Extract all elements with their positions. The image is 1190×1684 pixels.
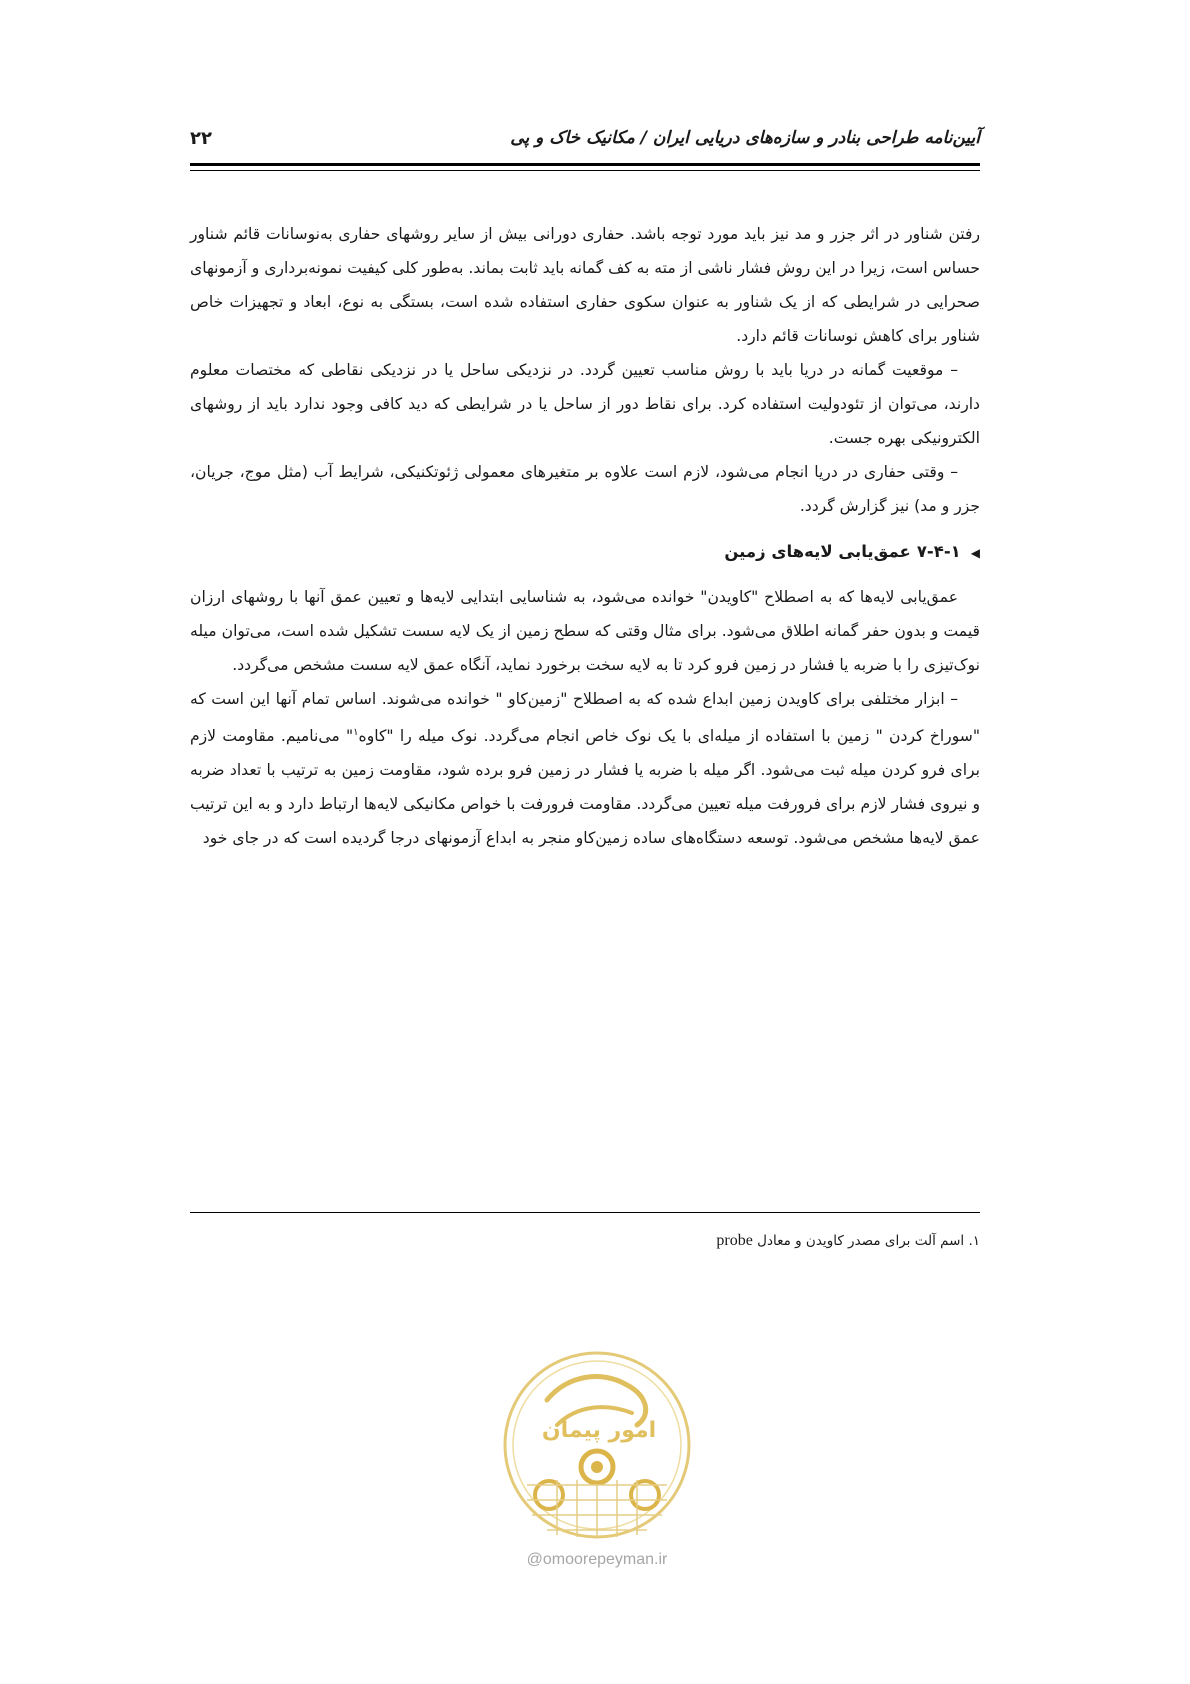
paragraph: – موقعیت گمانه در دریا باید با روش مناسب تعیین گردد. در نزدیکی ساحل یا در نزدیکی نقاطی که مختصات معلوم دارند، می‌توان از تئودولیت استفاده کرد. برای نقاط دور از ساحل یا در شرایطی که دید کافی وجود ندارد باید از روشهای الکترونیکی بهره جست. <box>190 361 980 447</box>
section-number: ۷-۴-۱ <box>916 542 961 561</box>
watermark-caption: @omoorepeyman.ir <box>526 1551 668 1568</box>
section-heading <box>190 535 980 570</box>
paragraph: عمق‌یابی لایه‌ها که به اصطلاح "کاویدن" خوانده می‌شود، به شناسایی ابتدایی لایه‌ها و تعیین عمق آنها با روشهای ارزان قیمت و بدون حفر گمانه اطلاق می‌شود. برای مثال وقتی که سطح زمین از یک لایه سست تشکیل شده است، می‌توان میله نوک‌تیزی را با ضربه یا فشار در زمین فرو کرد تا به لایه سخت برخورد نماید، آنگاه عمق لایه سست مشخص می‌گردد. <box>190 588 980 674</box>
paragraph-text: " می‌نامیم. مقاومت لازم برای فرو کردن میله ثبت می‌شود. اگر میله با ضربه یا فشار در زمین فرو برده شود، مقاومت زمین به ترتیب با تعداد ضربه و نیروی فشار لازم برای فرورفت میله تعیین می‌گردد. مقاومت فرورفت با خواص مکانیکی لایه‌ها ارتباط دارد و به این ترتیب عمق لایه‌ها مشخص می‌شود. توسعه دستگاه‌های ساده زمین‌کاو منجر به ابداع آزمونهای درجا گردیده است که در جای خود <box>190 727 980 848</box>
seal-icon <box>487 1345 707 1550</box>
paragraph: – وقتی حفاری در دریا انجام می‌شود، لازم است علاوه بر متغیرهای معمولی ژئوتکنیکی، شرایط آب (مثل موج، جریان، جزر و مد) نیز گزارش گردد. <box>190 463 980 515</box>
page-number: ۲۲ <box>190 128 212 149</box>
header-rule-thin <box>190 170 980 171</box>
footnote <box>716 1232 980 1250</box>
header-rule-thick <box>190 163 980 166</box>
paragraph: رفتن شناور در اثر جزر و مد نیز باید مورد توجه باشد. حفاری دورانی بیش از سایر روشهای حفاری به‌نوسانات قائم شناور حساس است، زیرا در این روش فشار ناشی از مته به کف گمانه باید ثابت بماند. به‌طور کلی کیفیت نمونه‌برداری و آزمونهای صحرایی در شرایطی که از یک شناور به عنوان سکوی حفاری استفاده شده است، بستگی به نوع، ابعاد و تجهیزات خاص شناور برای کاهش نوسانات قائم دارد. <box>190 225 980 345</box>
triangle-bullet-icon: ◀ <box>970 546 980 560</box>
body-text <box>190 217 980 855</box>
running-title: آیین‌نامه طراحی بنادر و سازه‌های دریایی ایران / مکانیک خاک و پی <box>510 128 980 148</box>
footnote-latin-term: probe <box>716 1232 753 1249</box>
paragraph-text: – ابزار مختلفی برای کاویدن زمین ابداع شده که به اصطلاح "زمین‌کاو " خوانده می‌شوند. اساس تمام آنها این است که "سوراخ کردن " زمین با استفاده از میله‌ای با یک نوک خاص انجام می‌گردد. نوک میله را "کاوه <box>190 690 980 746</box>
watermark-logo <box>487 1345 707 1585</box>
footnote-rule <box>190 1212 980 1213</box>
paragraph <box>190 682 980 855</box>
section-title: عمق‌یابی لایه‌های زمین <box>724 542 911 561</box>
logo-text: امور پیمان <box>541 1418 657 1443</box>
footnote-text: ۱. اسم آلت برای مصدر کاویدن و معادل <box>757 1233 980 1249</box>
page-header <box>190 128 980 162</box>
footnote-marker[interactable]: ۱ <box>353 727 359 738</box>
